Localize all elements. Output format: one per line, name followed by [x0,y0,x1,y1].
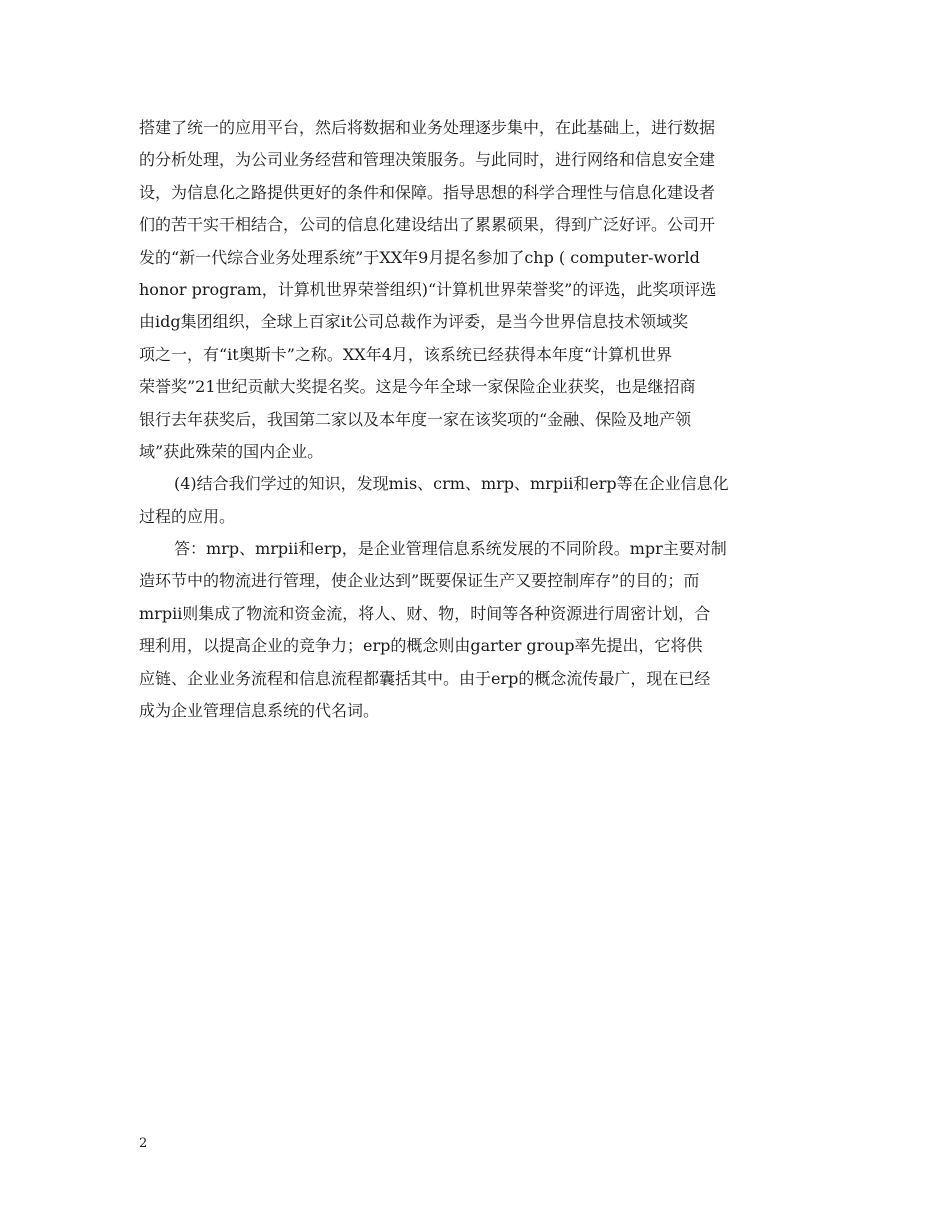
paragraph-chp-award [139,112,839,468]
text-line: 荣誉奖”21世纪贡献大奖提名奖。这是今年全球一家保险企业获奖，也是继招商 [139,377,696,397]
paragraph-answer [139,533,839,727]
text-line: 域”获此殊荣的国内企业。 [139,441,324,461]
text-line: 的分析处理，为公司业务经营和管理决策服务。与此同时，进行网络和信息安全建 [139,150,716,170]
text-line: mrpⅱ则集成了物流和资金流，将人、财、物，时间等各种资源进行周密计划，合 [139,603,711,623]
text-line: 过程的应用。 [139,506,236,526]
text-line: (4)结合我们学过的知识，发现mis、crm、mrp、mrpⅱ和erp等在企业信息化 [174,474,729,494]
text-line: 应链、企业业务流程和信息流程都囊括其中。由于erp的概念流传最广，现在已经 [139,668,711,688]
text-line: 发的“新一代综合业务处理系统”于XX年9月提名参加了chp ( computer-world [139,247,700,267]
text-line: 成为企业管理信息系统的代名词。 [139,701,380,721]
page-number: 2 [139,1136,148,1151]
text-line: honor program，计算机世界荣誉组织)“计算机世界荣誉奖”的评选，此奖项评选 [139,279,717,299]
paragraph-question-4 [139,468,839,533]
text-line: 设，为信息化之路提供更好的条件和保障。指导思想的科学合理性与信息化建设者 [139,182,716,202]
text-line: 们的苦干实干相结合，公司的信息化建设结出了累累硕果，得到广泛好评。公司开 [139,215,716,235]
text-line: 银行去年获奖后，我国第二家以及本年度一家在该奖项的“金融、保险及地产领 [139,409,692,429]
text-line: 项之一，有“it奥斯卡”之称。XX年4月，该系统已经获得本年度“计算机世界 [139,344,673,364]
text-line: 搭建了统一的应用平台，然后将数据和业务处理逐步集中，在此基础上，进行数据 [139,118,716,137]
text-line: 理利用，以提高企业的竞争力；erp的概念则由garter group率先提出，它将供 [139,636,703,656]
text-line: 造环节中的物流进行管理，使企业达到”既要保证生产又要控制库存”的目的；而 [139,571,700,591]
text-line: 答：mrp、mrpⅱ和erp，是企业管理信息系统发展的不同阶段。mpr主要对制 [174,539,727,559]
text-line: 由idg集团组织，全球上百家it公司总裁作为评委，是当今世界信息技术领域奖 [139,312,689,332]
document-body [139,112,839,727]
